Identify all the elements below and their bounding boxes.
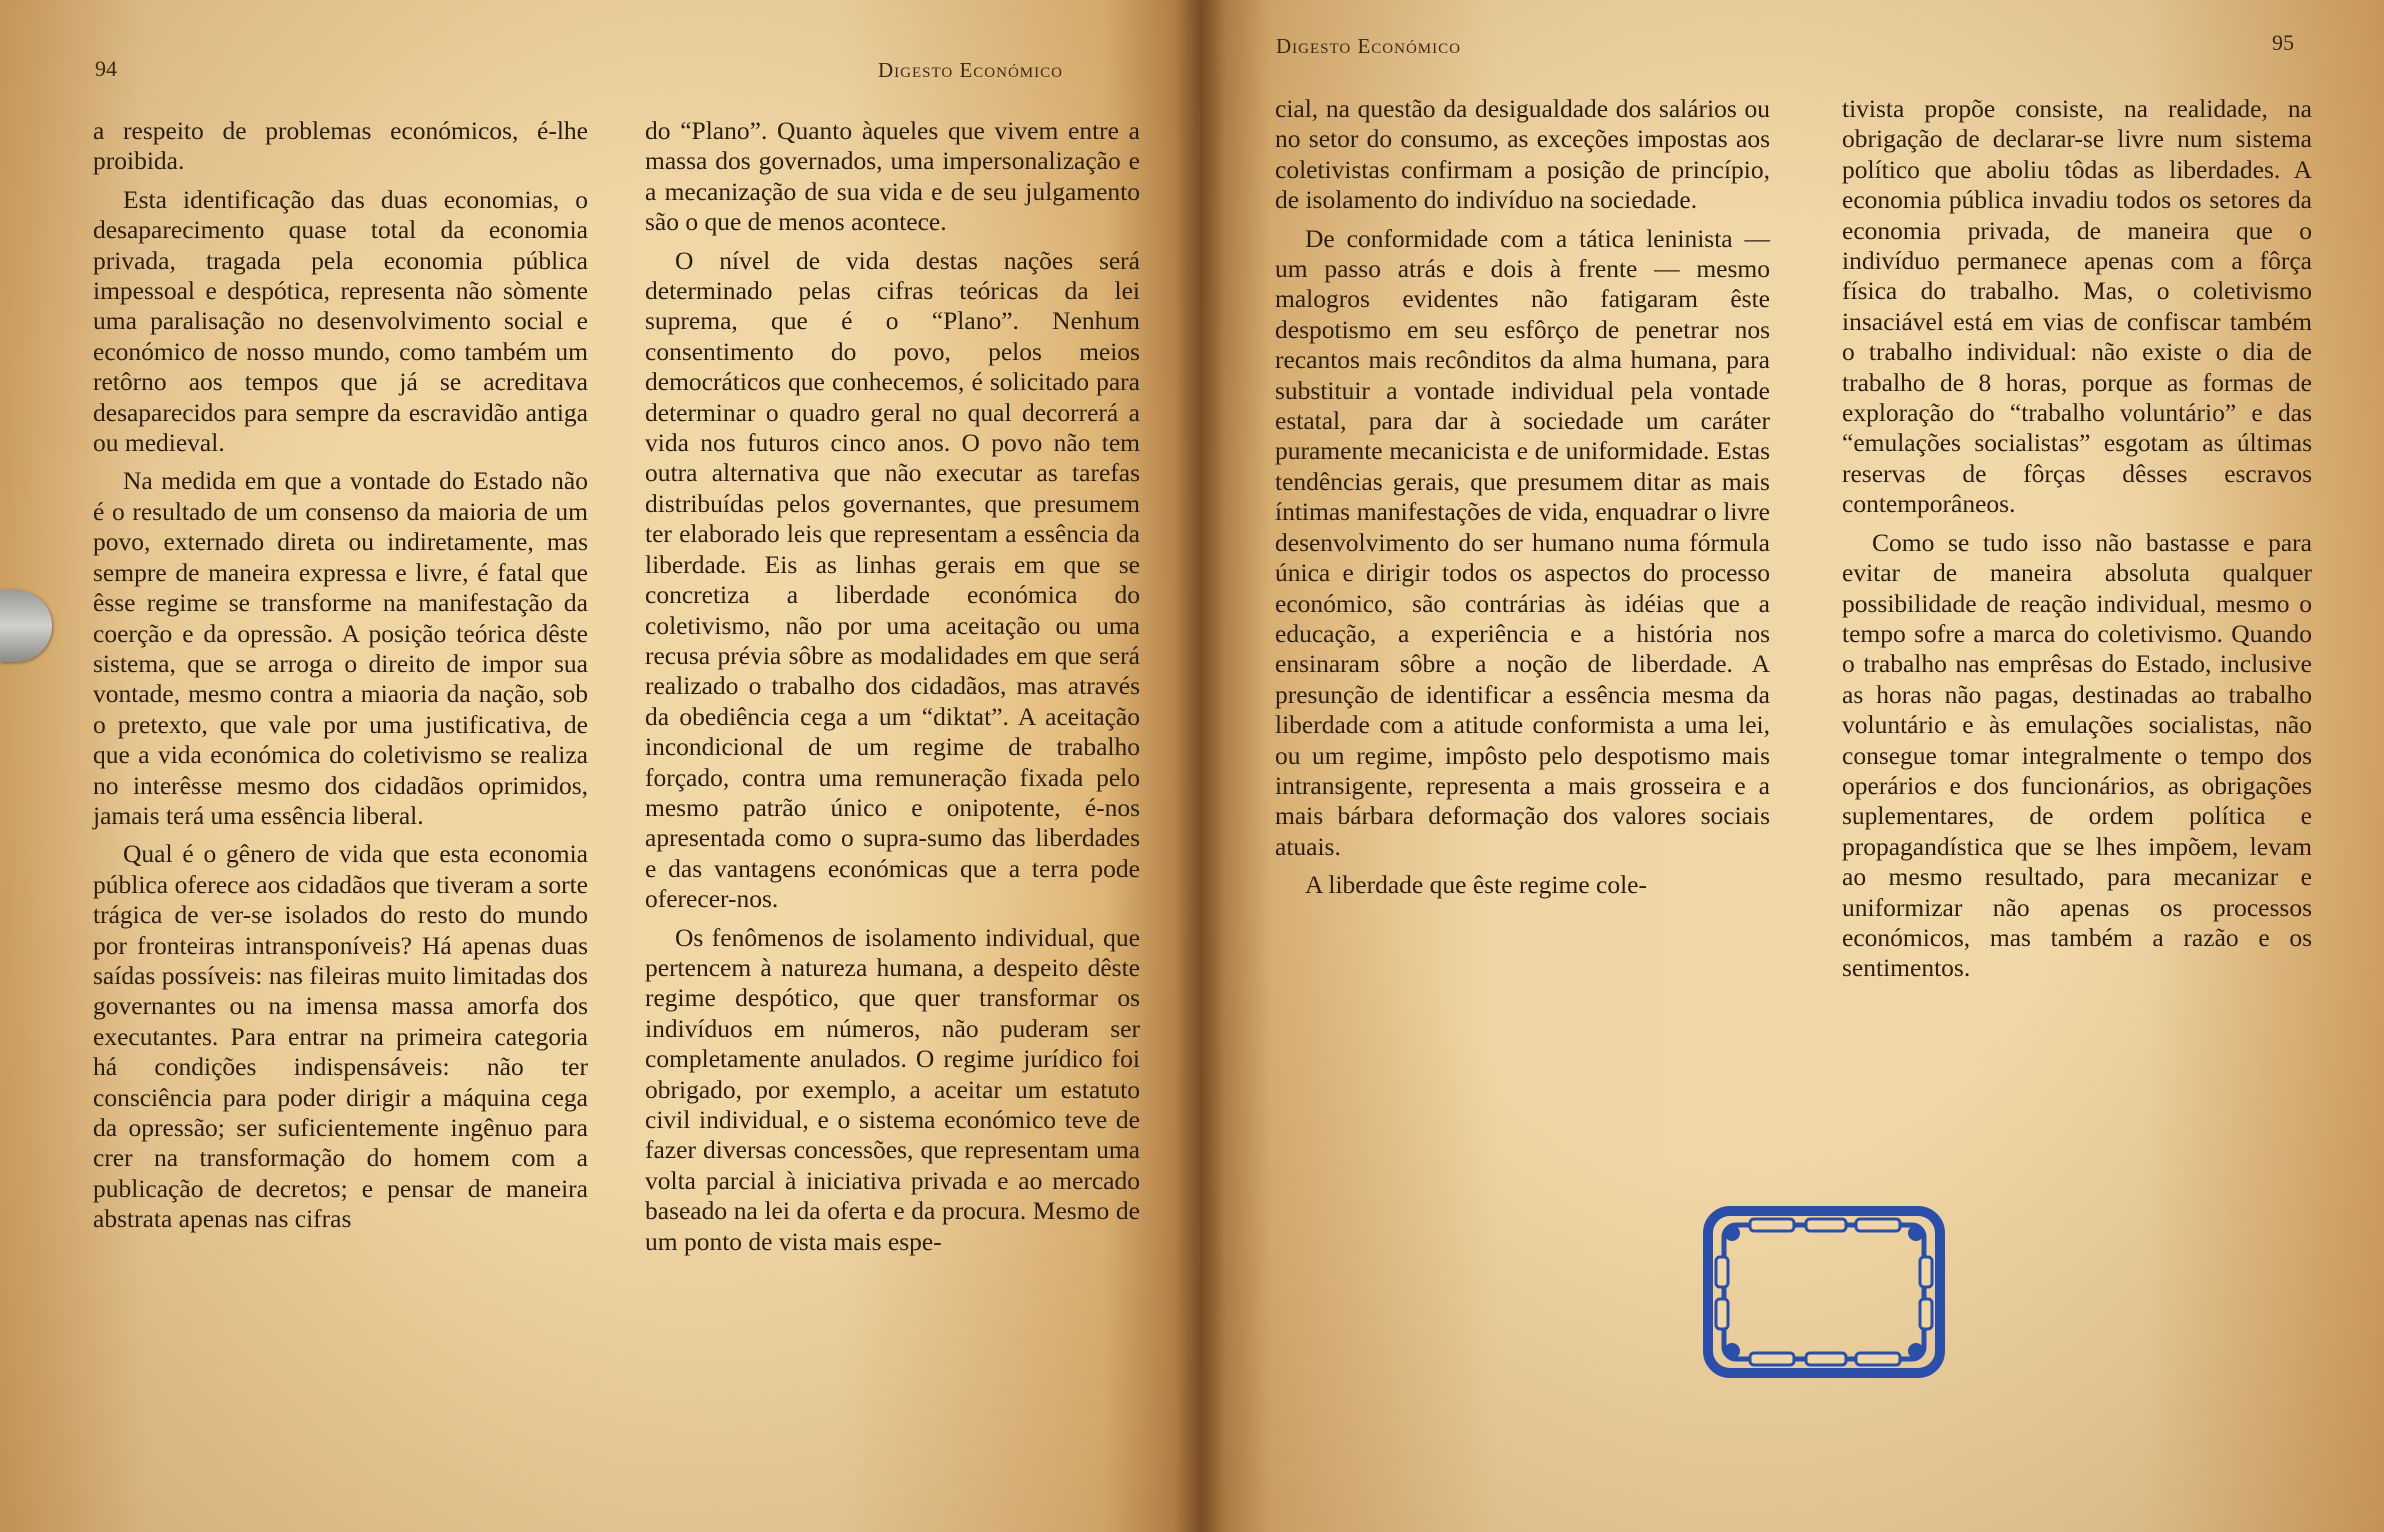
paragraph: Esta identificação das duas economias, o desaparecimento quase total da economia privada, tragada pela economia pública impessoal e despótica, representa não sòmente uma paralisação no desenvolvimento social e económico de nosso mundo, como também um retôrno aos tempos que já se acreditava desaparecidos para sempre da escravidão antiga ou medieval. (93, 184, 588, 458)
page-tab-marker (0, 590, 52, 662)
right-running-head: Digesto Económico (1276, 34, 1461, 58)
paragraph: Na medida em que a vontade do Estado não é o resultado de um consenso da maioria de um povo, externado direta ou indiretamente, mas sempre de maneira expressa e livre, é fatal que êsse regime se transforme na manifestação da coerção e da opressão. A posição teórica dêste sistema, que se arroga o direito de impor sua vontade, mesmo contra a miaoria da nação, sob o pretexto, que vale por uma justificativa, de que a vida económica do coletivismo se realiza no interêsse mesmo dos cidadãos oprimidos, jamais terá uma essência liberal. (93, 466, 588, 830)
paragraph: Qual é o gênero de vida que esta economia pública oferece aos cidadãos que tiveram a sorte trágica de ver-se isolados do resto do mundo por fronteiras intransponíveis? Há apenas duas saídas possíveis: nas fileiras muito limitadas dos governantes ou na imensa massa amorfa dos executantes. Para entrar na primeira categoria há condições indispensáveis: não ter consciência para poder dirigir a máquina cega da opressão; ser suficientemente ingênuo para crer na transformação do homem com a publicação de decretos; e pensar de maneira abstrata apenas nas cifras (93, 839, 588, 1234)
paragraph: Os fenômenos de isolamento individual, que pertencem à natureza humana, a despeito dêste regime despótico, que quer transformar os indivíduos em números, não puderam ser completamente anulados. O regime jurídico foi obrigado, por exemplo, a aceitar um estatuto civil individual, e o sistema económico teve de fazer diversas concessões, que representam uma volta parcial à iniciativa privada e ao mercado baseado na lei da oferta e da procura. Mesmo de um ponto de vista mais espe- (645, 922, 1140, 1256)
paragraph: do “Plano”. Quanto àqueles que vivem entre a massa dos governados, uma impersonalização e a mecanização de sua vida e de seu julgamento são o que de menos acontece. (645, 116, 1140, 237)
book-gutter (1175, 0, 1225, 1532)
right-column-1 (1275, 94, 1770, 901)
right-page-number: 95 (2272, 30, 2294, 55)
left-page-number: 94 (95, 56, 117, 81)
right-column-2 (1842, 94, 2312, 984)
paragraph: De conformidade com a tática leninista — um passo atrás e dois à frente — mesmo malogros evidentes não fatigaram êste despotismo em seu esfôrço de penetrar nos recantos mais recônditos da alma humana, para substituir a vontade individual pela vontade estatal, para dar à sociedade um caráter puramente mecanicista e de uniformidade. Estas tendências gerais, que presumem ditar as mais íntimas manifestações de vida, enquadrar o livre desenvolvimento do ser humano numa fórmula única e dirigir todos os aspectos do processo económico, são contrárias às idéias que a educação, a experiência e a história nos ensinaram sôbre a noção de liberdade. A presunção de identificar a essência mesma da liberdade com a atitude conformista a uma lei, ou um regime, impôsto pelo despotismo mais intransigente, representa a mais grosseira e a mais bárbara deformação dos valores sociais atuais. (1275, 223, 1770, 861)
paragraph: A liberdade que êste regime cole- (1305, 870, 1647, 900)
paragraph: O nível de vida destas nações será determinado pelas cifras teóricas da lei suprema, que é o “Plano”. Nenhum consentimento do povo, pelos meios democráticos que conhecemos, é solicitado para determinar o quadro geral no qual decorrerá a vida nos futuros cinco anos. O povo não tem outra alternativa que não executar as tarefas distribuídas pelos governantes, que presumem ter elaborado leis que representam a essência da liberdade. Eis as linhas gerais em que se concretiza a liberdade económica do coletivismo, não por uma aceitação ou uma recusa prévia sôbre as modalidades em que será realizado o trabalho dos cidadãos, mas através da obediência cega a um “diktat”. A aceitação incondicional de um regime de trabalho forçado, contra uma remuneração fixada pelo mesmo patrão único e onipotente, é-nos apresentada como o supra-sumo das liberdades e das vantagens económicas que a terra pode oferecer-nos. (645, 245, 1140, 914)
left-running-head: Digesto Económico (878, 58, 1063, 82)
paragraph: Como se tudo isso não bastasse e para evitar de maneira absoluta qualquer possibilidade de reação individual, mesmo o tempo sofre a marca do coletivismo. Quando o trabalho nas emprêsas do Estado, inclusive as horas não pagas, destinadas ao trabalho voluntário e às emulações socialistas, não consegue tomar integralmente o tempo dos operários e dos funcionários, as obrigações suplementares, de ordem política e propagandística que se lhes impõem, levam ao mesmo resultado, para mecanizar e uniformizar não apenas os processos económicos, mas também a razão e os sentimentos. (1842, 527, 2312, 983)
left-column-1 (93, 116, 588, 1235)
paragraph: tivista propõe consiste, na realidade, na obrigação de declarar-se livre num sistema político que aboliu tôdas as liberdades. A economia pública invadiu todos os setores da economia privada, de maneira que o indivíduo permanece apenas com a fôrça física do trabalho. Mas, o coletivismo insaciável está em vias de confiscar também o trabalho individual: não existe o dia de trabalho de 8 horas, porque as formas de exploração do “trabalho voluntário” e das “emulações socialistas” esgotam as últimas reservas de fôrças dêsses escravos contemporâneos. (1842, 94, 2312, 519)
library-stamp-icon (1702, 1205, 1946, 1379)
paragraph: cial, na questão da desigualdade dos salários ou no setor do consumo, as exceções impostas aos coletivistas confirmam a posição de princípio, de isolamento do indivíduo na sociedade. (1275, 94, 1770, 215)
left-column-2 (645, 116, 1140, 1257)
paragraph: a respeito de problemas económicos, é-lhe proibida. (93, 116, 588, 176)
